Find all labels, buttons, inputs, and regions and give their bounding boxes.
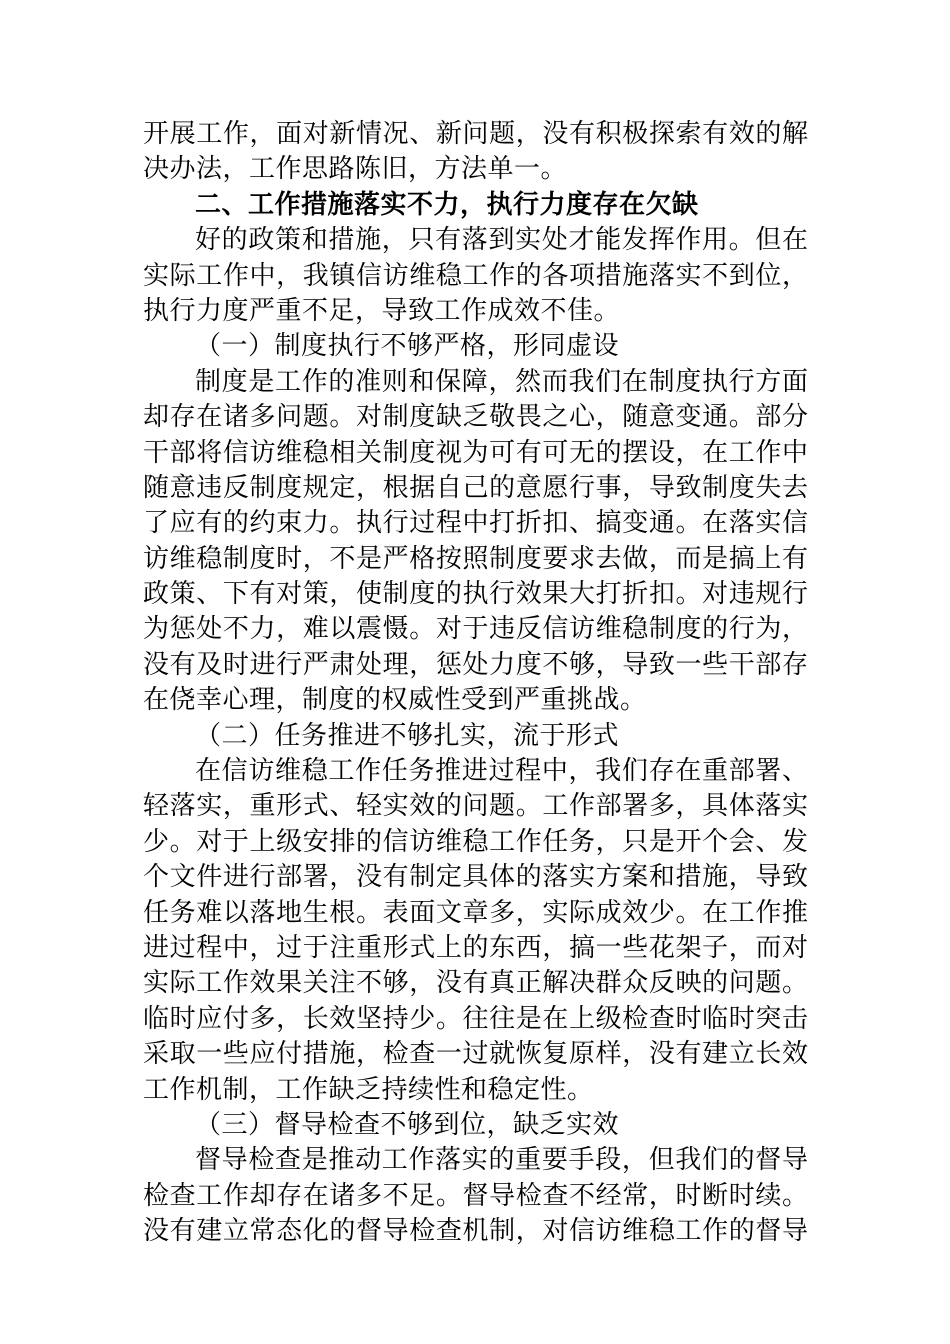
text-line: 轻落实，重形式、轻实效的问题。工作部署多，具体落实 <box>143 790 808 821</box>
text-line: 实际工作效果关注不够，没有真正解决群众反映的问题。 <box>143 967 808 998</box>
text-line: 工作机制，工作缺乏持续性和稳定性。 <box>143 1073 594 1104</box>
text-line: 在信访维稳工作任务推进过程中，我们存在重部署、 <box>195 755 808 786</box>
text-line: 实际工作中，我镇信访维稳工作的各项措施落实不到位， <box>143 259 808 290</box>
section-heading-line: （二）任务推进不够扎实，流于形式 <box>195 719 620 750</box>
text-line: 检查工作却存在诸多不足。督导检查不经常，时断时续。 <box>143 1179 808 1210</box>
section-heading-line: （一）制度执行不够严格，形同虚设 <box>195 330 620 361</box>
document-text-block <box>143 116 808 1249</box>
text-line: 临时应付多，长效坚持少。往往是在上级检查时临时突击 <box>143 1002 808 1033</box>
text-line: 政策、下有对策，使制度的执行效果大打折扣。对违规行 <box>143 578 808 609</box>
text-line: 开展工作，面对新情况、新问题，没有积极探索有效的解 <box>143 118 808 148</box>
text-line: 却存在诸多问题。对制度缺乏敬畏之心，随意变通。部分 <box>143 401 808 432</box>
text-line: 个文件进行部署，没有制定具体的落实方案和措施，导致 <box>143 861 808 892</box>
text-line: 进过程中，过于注重形式上的东西，搞一些花架子，而对 <box>143 931 808 962</box>
text-line: 决办法，工作思路陈旧，方法单一。 <box>143 153 568 184</box>
text-line: 制度是工作的准则和保障，然而我们在制度执行方面 <box>195 365 808 396</box>
text-line: 少。对于上级安排的信访维稳工作任务，只是开个会、发 <box>143 825 808 856</box>
text-line: 采取一些应付措施，检查一过就恢复原样，没有建立长效 <box>143 1038 808 1069</box>
text-line: 为惩处不力，难以震慑。对于违反信访维稳制度的行为， <box>143 613 808 644</box>
text-line: 访维稳制度时，不是严格按照制度要求去做，而是搞上有 <box>143 542 808 573</box>
text-line: 好的政策和措施，只有落到实处才能发挥作用。但在 <box>195 224 808 255</box>
section-heading-line: 二、工作措施落实不力，执行力度存在欠缺 <box>195 188 699 219</box>
text-line: 执行力度严重不足，导致工作成效不佳。 <box>143 294 621 325</box>
text-line: 没有及时进行严肃处理，惩处力度不够，导致一些干部存 <box>143 648 808 679</box>
text-line: 干部将信访维稳相关制度视为可有可无的摆设，在工作中 <box>143 436 808 467</box>
text-line: 没有建立常态化的督导检查机制，对信访维稳工作的督导 <box>143 1215 808 1246</box>
text-line: 在侥幸心理，制度的权威性受到严重挑战。 <box>143 684 647 715</box>
text-line: 了应有的约束力。执行过程中打折扣、搞变通。在落实信 <box>143 507 808 538</box>
text-line: 督导检查是推动工作落实的重要手段，但我们的督导 <box>195 1144 808 1175</box>
section-heading-line: （三）督导检查不够到位，缺乏实效 <box>195 1108 620 1139</box>
text-line: 随意违反制度规定，根据自己的意愿行事，导致制度失去 <box>143 471 808 502</box>
text-line: 任务难以落地生根。表面文章多，实际成效少。在工作推 <box>143 896 808 927</box>
